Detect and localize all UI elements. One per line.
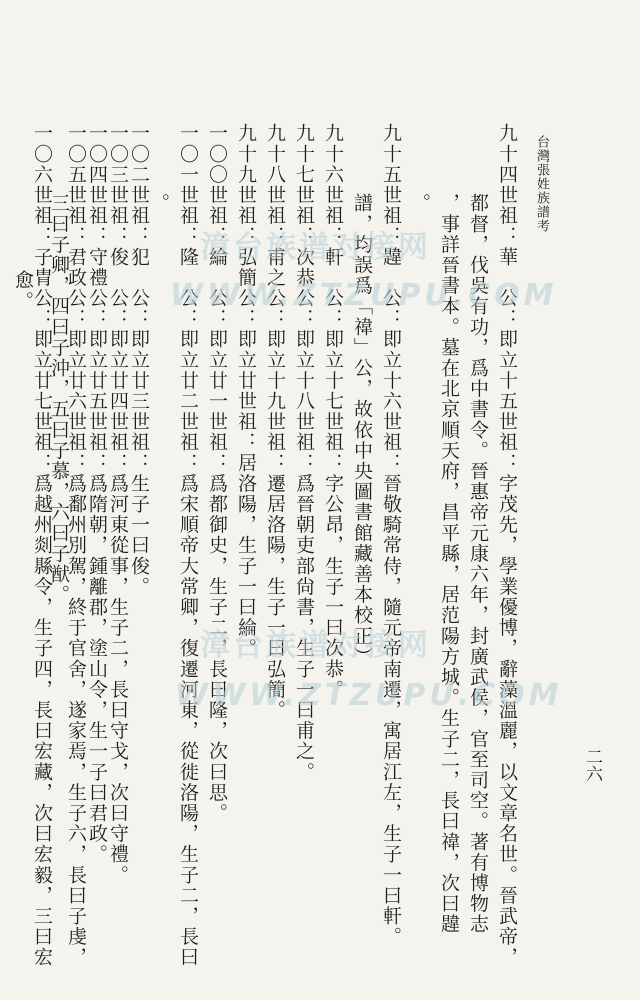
text-column-5: 九十五世祖：韙 公：即立十六世祖：晉敬騎常侍，隨元帝南遷，寓居江左，生子一曰軒。 — [380, 123, 402, 947]
text-column-17: 一〇五世祖：君政公：即立廿六世祖：爲鄱州別駕，終于官舍，遂家焉，生子六，長曰子虔， — [65, 123, 87, 968]
text-column-4: 。 — [409, 193, 431, 214]
page-number: 二六 — [582, 748, 602, 782]
text-column-18: 三曰子卿，四曰子沖，五曰子慕，六曰子猷。 — [48, 193, 70, 605]
text-column-16: 一〇四世祖：守禮公：即立廿五世祖：爲隋朝，鍾離郡，塗山令，生一子曰君政。 — [86, 123, 108, 865]
text-column-14: 一〇二世祖：犯 公：即立廿三世祖：生子一曰俊。 — [128, 123, 150, 597]
text-column-20: 愈。 — [12, 270, 34, 312]
text-column-15: 一〇三世祖：俊 公：即立廿四世祖：爲河東從事，生子二，長曰守戈，次曰守禮。 — [107, 123, 129, 886]
text-column-11: 一〇〇世祖：綸 公：即立廿一世祖：爲都御史，生子二，長曰隆，次曰思。 — [206, 123, 228, 824]
text-column-12: 一〇一世祖：隆 公：即立廿二世祖：爲宋順帝大常卿，復遷河東，從徙洛陽，生子二，長曰 — [177, 123, 199, 968]
text-column-2: 都督，伐吳有功，爲中書令。晉惠帝元康六年，封廣武侯，官至司空。著有博物志 — [467, 193, 489, 935]
text-column-7: 九十六世祖：軒 公：即立十七世祖：字公昂，生子一曰次恭。 — [322, 123, 344, 700]
text-column-3: ，事詳晉書本。墓在北京順天府，昌平縣，居范陽方城。生子二，長曰禕，次曰韙 — [438, 193, 460, 935]
text-column-13: 。 — [148, 193, 170, 214]
text-column-1: 九十四世祖：華 公：即立十五世祖：字茂先，學業優博，辭藻溫麗，以文章名世。晉武帝， — [496, 123, 518, 968]
watermark-chinese-bottom: 漳台族谱对接网 — [200, 628, 431, 663]
text-column-10: 九十九世祖：弘簡公：即立廿世祖：居洛陽，生子一曰綸。 — [235, 123, 257, 659]
text-column-6: 譜，均誤爲「禕」公，故依中央圖書館藏善本校正） — [351, 193, 373, 667]
watermark-url-bottom: WWW.ZTZUPU.COM — [175, 678, 563, 713]
text-column-9: 九十八世祖：甫之公：即立十九世祖：遷居洛陽，生子一曰弘簡。 — [264, 123, 286, 721]
running-header: 台灣張姓族譜考 — [534, 135, 549, 233]
watermark-url-top: WWW.ZTZUPU.COM — [170, 278, 558, 313]
text-column-8: 九十七世祖：次恭公：即立十八世祖：爲晉朝吏部尙書，生子一曰甫之。 — [293, 123, 315, 783]
watermark-chinese-top: 漳台族谱对接网 — [200, 230, 431, 265]
text-column-19: 一〇六世祖：子胄公：即立廿七世祖：爲越州剡縣令，生子四，長曰宏藏，次曰宏毅，三曰宏 — [31, 123, 53, 968]
